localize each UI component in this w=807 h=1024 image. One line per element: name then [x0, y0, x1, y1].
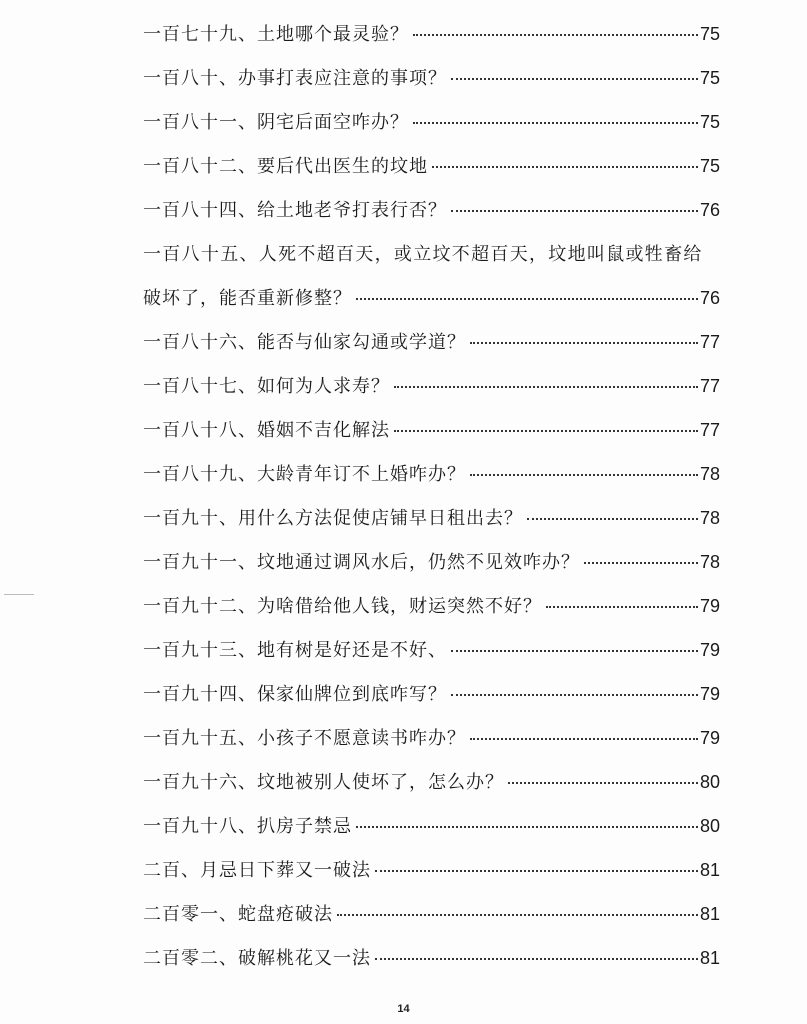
leader-dots [413, 34, 698, 36]
toc-entry-title: 破坏了，能否重新修整？ [143, 288, 352, 309]
toc-entry-page: 79 [699, 640, 720, 660]
toc-entry-page: 75 [699, 112, 720, 132]
toc-entry-title: 一百九十五、小孩子不愿意读书咋办？ [143, 728, 466, 749]
toc-entry-title: 一百八十一、阴宅后面空咋办？ [143, 112, 409, 133]
toc-entry-page: 77 [699, 420, 720, 440]
toc-entry-page: 75 [699, 68, 720, 88]
toc-entry[interactable] [143, 548, 720, 592]
toc-entry-title: 一百八十五、人死不超百天，或立坟不超百天，坟地叫鼠或牲畜给 [143, 244, 703, 265]
toc-entry-title: 一百八十四、给土地老爷打表行否？ [143, 200, 447, 221]
leader-dots [451, 694, 698, 696]
toc-entry[interactable] [143, 460, 720, 504]
toc-entry-page: 77 [699, 376, 720, 396]
toc-entry-title: 一百八十九、大龄青年订不上婚咋办？ [143, 464, 466, 485]
toc-entry-title: 一百九十一、坟地通过调风水后，仍然不见效咋办？ [143, 552, 580, 573]
toc-entry[interactable] [143, 636, 720, 680]
toc-entry-title: 一百九十三、地有树是好还是不好、 [143, 640, 447, 661]
leader-dots [470, 474, 698, 476]
page-number: 14 [397, 1003, 410, 1015]
toc-entry-page: 76 [699, 200, 720, 220]
leader-dots [508, 782, 698, 784]
toc-entry[interactable] [143, 504, 720, 548]
toc-entry[interactable] [143, 900, 720, 944]
leader-dots [451, 650, 698, 652]
toc-entry-title: 一百九十二、为啥借给他人钱，财运突然不好？ [143, 596, 542, 617]
toc-entry[interactable] [143, 196, 720, 240]
toc-entry[interactable] [143, 768, 720, 812]
toc-entry-page: 77 [699, 332, 720, 352]
toc-entry-page: 78 [699, 508, 720, 528]
toc-entry[interactable] [143, 108, 720, 152]
leader-dots [337, 914, 698, 916]
toc-entry[interactable] [143, 20, 720, 64]
toc-entry-title: 一百八十七、如何为人求寿？ [143, 376, 390, 397]
toc-entry-page: 79 [699, 728, 720, 748]
toc-entry[interactable] [143, 328, 720, 372]
leader-dots [356, 298, 698, 300]
toc-entry-title: 一百八十六、能否与仙家勾通或学道？ [143, 332, 466, 353]
toc-entry-page: 76 [699, 288, 720, 308]
toc-entry-line2[interactable] [143, 284, 720, 328]
toc-entry-title: 二百零二、破解桃花又一法 [143, 948, 371, 969]
toc-entry-page: 81 [699, 948, 720, 968]
toc-entry-line1[interactable] [143, 240, 720, 284]
toc-entry[interactable] [143, 724, 720, 768]
toc-entry-page: 79 [699, 684, 720, 704]
leader-dots [470, 738, 698, 740]
toc-entry[interactable] [143, 944, 720, 988]
toc-entry-title: 一百七十九、土地哪个最灵验？ [143, 24, 409, 45]
toc-entry-title: 二百、月忌日下葬又一破法 [143, 860, 371, 881]
leader-dots [394, 386, 698, 388]
toc-entry[interactable] [143, 416, 720, 460]
leader-dots [527, 518, 698, 520]
toc-entry-page: 81 [699, 904, 720, 924]
toc-entry-title: 一百八十二、要后代出医生的坟地 [143, 156, 428, 177]
leader-dots [584, 562, 698, 564]
leader-dots [470, 342, 698, 344]
toc-entry[interactable] [143, 812, 720, 856]
leader-dots [356, 826, 698, 828]
leader-dots [546, 606, 698, 608]
toc-entry[interactable] [143, 372, 720, 416]
toc-entry[interactable] [143, 856, 720, 900]
leader-dots [375, 870, 698, 872]
toc-entry-title: 一百九十、用什么方法促使店铺早日租出去？ [143, 508, 523, 529]
leader-dots [375, 958, 698, 960]
toc-entry-title: 一百九十六、坟地被别人使坏了，怎么办？ [143, 772, 504, 793]
margin-mark [4, 594, 34, 595]
toc-entry-title: 二百零一、蛇盘疮破法 [143, 904, 333, 925]
toc-entry-page: 75 [699, 156, 720, 176]
leader-dots [413, 122, 698, 124]
toc-entry[interactable] [143, 64, 720, 108]
leader-dots [451, 78, 698, 80]
toc-entry-page: 75 [699, 24, 720, 44]
leader-dots [394, 430, 698, 432]
toc-entry-page: 78 [699, 464, 720, 484]
leader-dots [432, 166, 698, 168]
toc-entry[interactable] [143, 680, 720, 724]
toc-entry-title: 一百九十四、保家仙牌位到底咋写？ [143, 684, 447, 705]
toc-entry-page: 80 [699, 816, 720, 836]
leader-dots [451, 210, 698, 212]
toc-entry-title: 一百九十八、扒房子禁忌 [143, 816, 352, 837]
toc-entry-page: 79 [699, 596, 720, 616]
toc-entry-page: 81 [699, 860, 720, 880]
toc-entry-page: 80 [699, 772, 720, 792]
toc-entry[interactable] [143, 592, 720, 636]
table-of-contents [143, 20, 720, 988]
toc-entry-title: 一百八十八、婚姻不吉化解法 [143, 420, 390, 441]
toc-entry-title: 一百八十、办事打表应注意的事项？ [143, 68, 447, 89]
toc-entry[interactable] [143, 152, 720, 196]
toc-entry-page: 78 [699, 552, 720, 572]
